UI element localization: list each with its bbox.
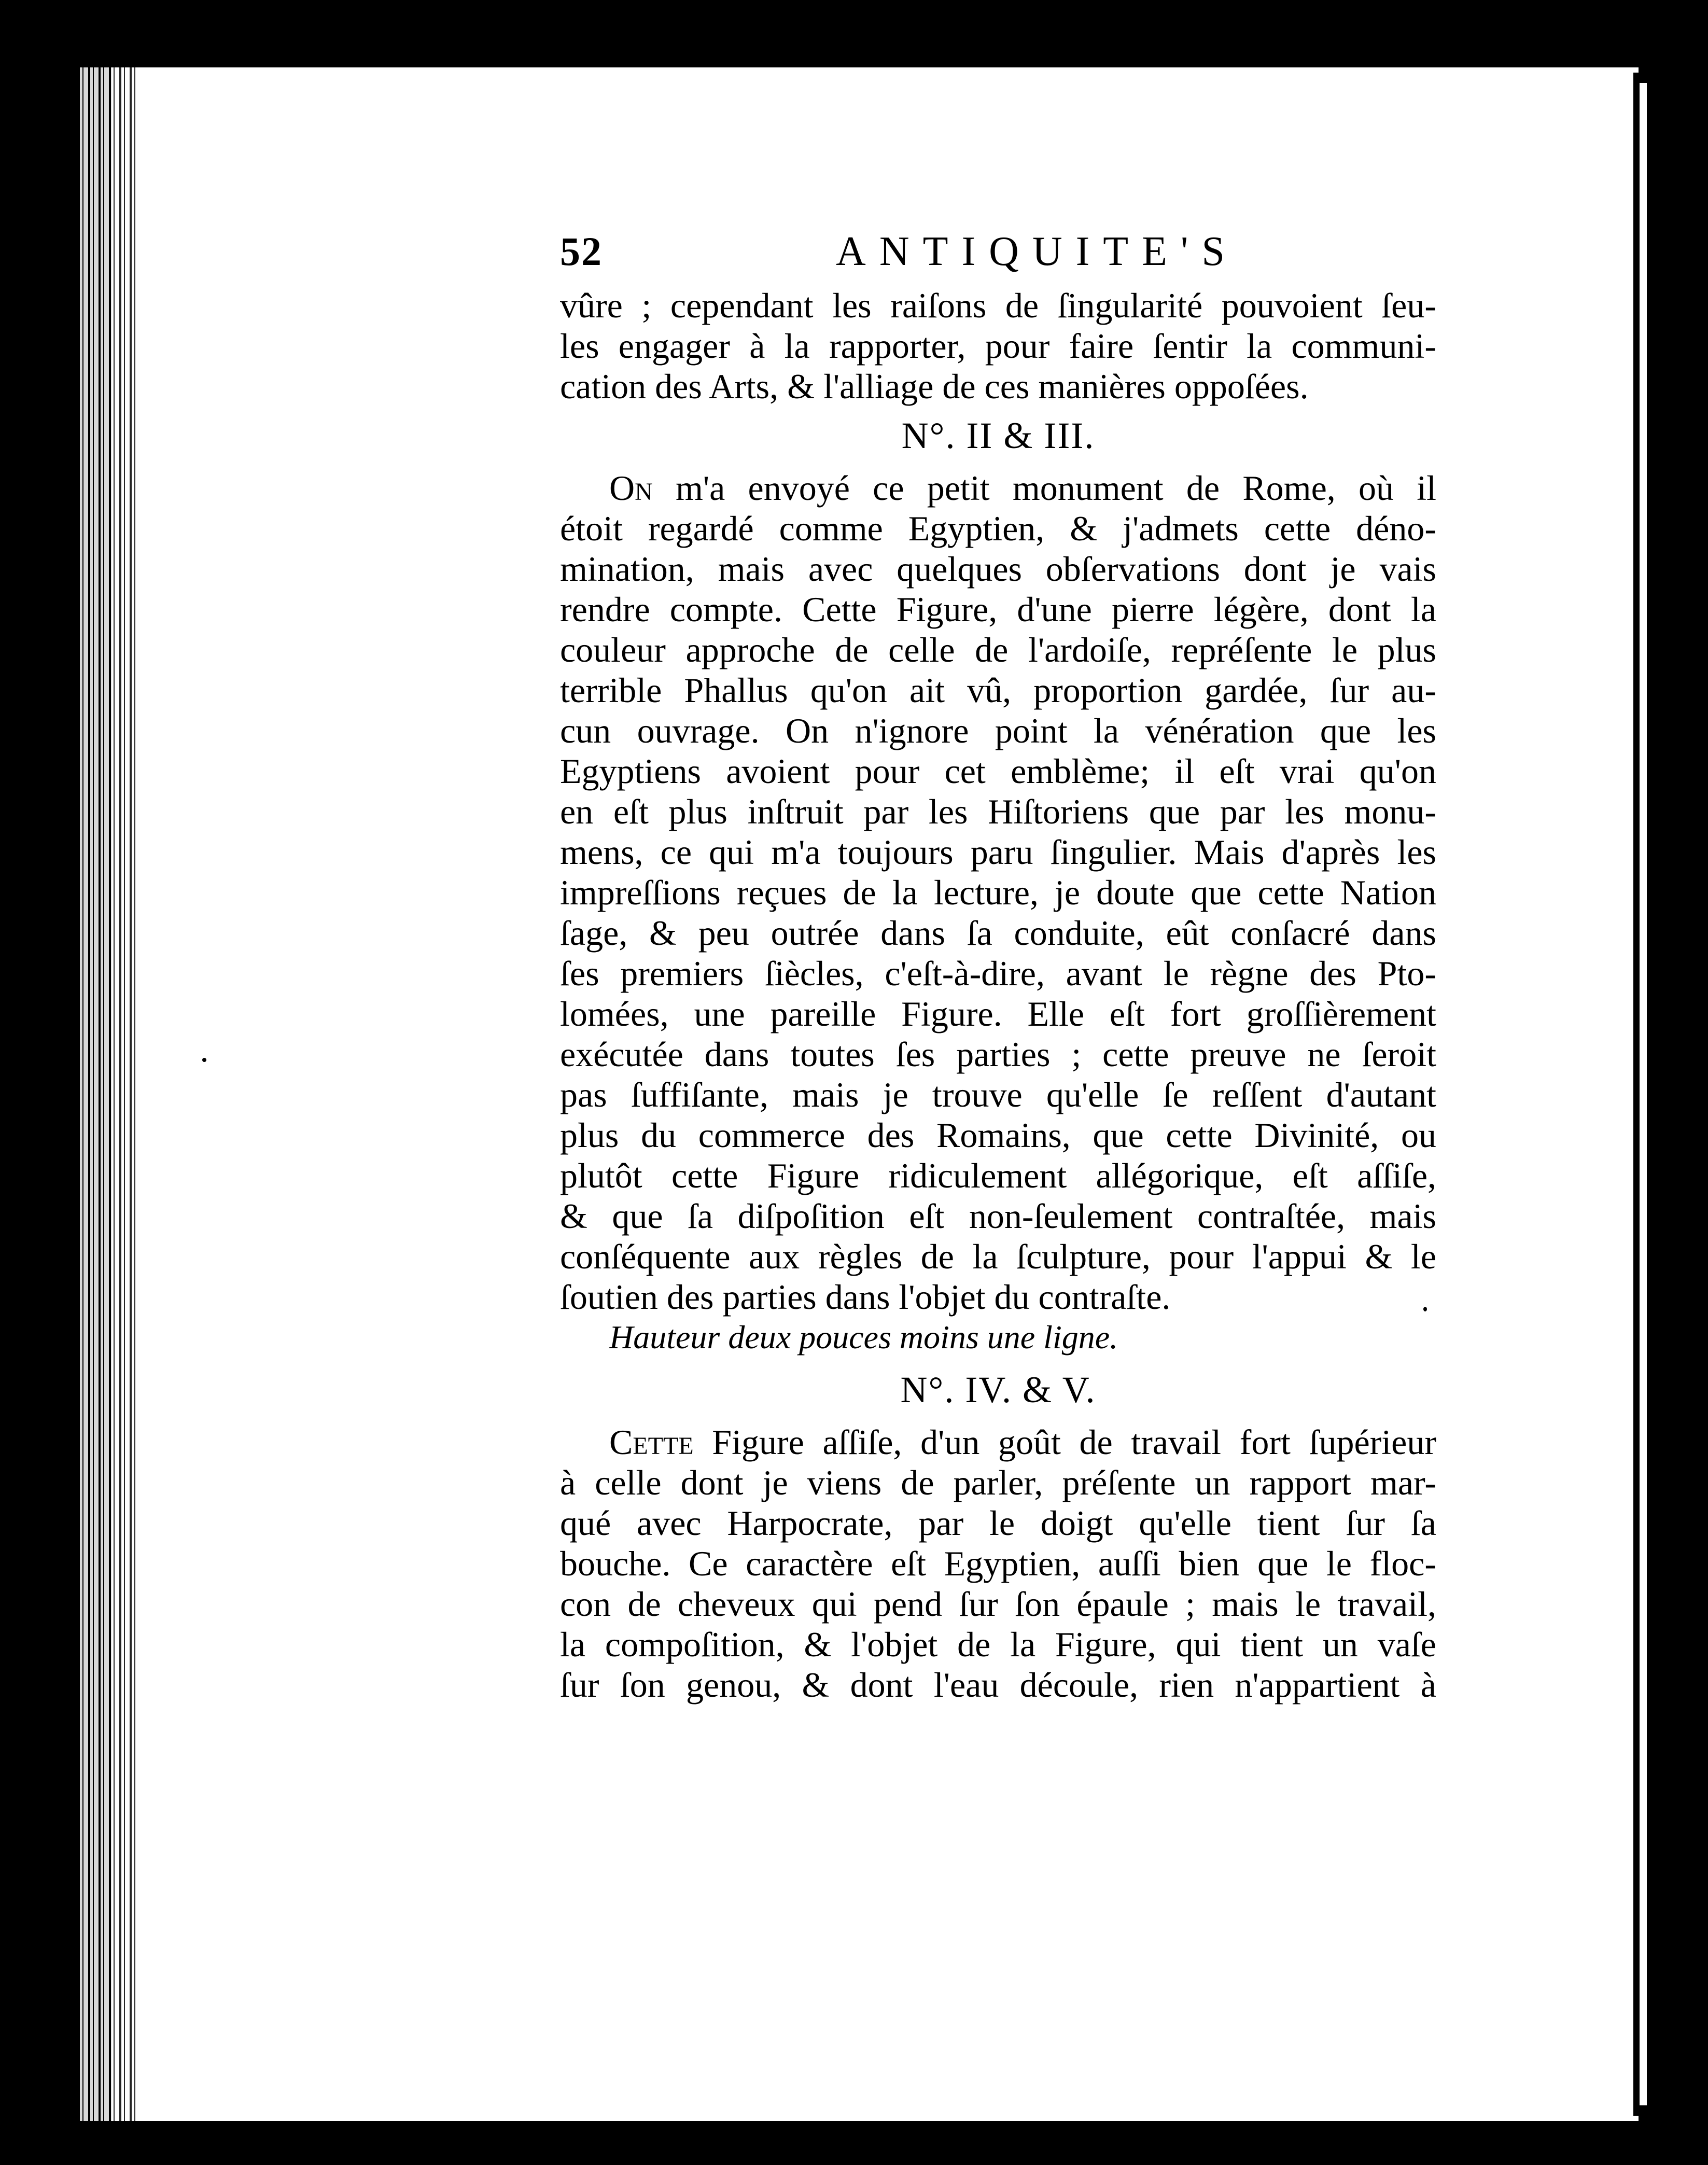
text-line: con de cheveux qui pend ſur ſon épaule ; mais le travail, xyxy=(560,1584,1436,1624)
section-paragraph xyxy=(560,468,1436,1361)
text-line xyxy=(560,468,1436,508)
intro-paragraph xyxy=(560,285,1436,407)
text-line: la compoſition, & l'objet de la Figure, qui tient un vaſe xyxy=(560,1625,1436,1664)
line-rest: m'a envoyé ce petit monument de Rome, où il xyxy=(652,468,1436,508)
text-line: à celle dont je viens de parler, préſente un rapport mar- xyxy=(560,1463,1436,1502)
text-line: impreſſions reçues de la lecture, je doute que cette Nation xyxy=(560,873,1436,912)
section-paragraph xyxy=(560,1422,1436,1705)
text-line xyxy=(560,1422,1436,1462)
text-line: exécutée dans toutes ſes parties ; cette preuve ne ſeroit xyxy=(560,1035,1436,1074)
text-line: plutôt cette Figure ridiculement allégorique, eſt aſſiſe, xyxy=(560,1156,1436,1195)
text-line: bouche. Ce caractère eſt Egyptien, auſſi bien que le floc- xyxy=(560,1544,1436,1583)
text-line: pas ſuffiſante, mais je trouve qu'elle ſe reſſent d'autant xyxy=(560,1075,1436,1114)
text-line: lomées, une pareille Figure. Elle eſt fort groſſièrement xyxy=(560,994,1436,1033)
line-rest: Figure aſſiſe, d'un goût de travail fort ſupérieur xyxy=(693,1422,1436,1462)
text-line: & que ſa diſpoſition eſt non-ſeulement contraſtée, mais xyxy=(560,1196,1436,1236)
text-line: Egyptiens avoient pour cet emblème; il eſt vrai qu'on xyxy=(560,751,1436,791)
text-line: en eſt plus inſtruit par les Hiſtoriens que par les monu- xyxy=(560,792,1436,831)
text-line: plus du commerce des Romains, que cette Divinité, ou xyxy=(560,1115,1436,1155)
text-line: ſage, & peu outrée dans ſa conduite, eût conſacré dans xyxy=(560,913,1436,953)
text-line: terrible Phallus qu'on ait vû, proportion gardée, ſur au- xyxy=(560,671,1436,710)
text-line: conſéquente aux règles de la ſculpture, pour l'appui & le xyxy=(560,1237,1436,1276)
text-block xyxy=(560,228,1436,1705)
text-line: vûre ; cependant les raiſons de ſingularité pouvoient ſeu- xyxy=(560,286,1436,325)
lead-word: On xyxy=(609,468,653,508)
text-line: mination, mais avec quelques obſervations dont je vais xyxy=(560,549,1436,589)
text-line: étoit regardé comme Egyptien, & j'admets cette déno- xyxy=(560,509,1436,548)
text-line: ſur ſon genou, & dont l'eau découle, rien n'appartient à xyxy=(560,1665,1436,1705)
text-line: qué avec Harpocrate, par le doigt qu'elle tient ſur ſa xyxy=(560,1503,1436,1543)
text-line: ſes premiers ſiècles, c'eſt-à-dire, avant le règne des Pto- xyxy=(560,954,1436,993)
lead-word: Cette xyxy=(609,1422,694,1462)
text-line: cun ouvrage. On n'ignore point la vénération que les xyxy=(560,711,1436,750)
text-line: cation des Arts, & l'alliage de ces manières oppoſées. xyxy=(560,367,1309,406)
section-heading: N°. II & III. xyxy=(901,415,1095,456)
page-header xyxy=(560,228,1436,285)
text-line: couleur approche de celle de l'ardoiſe, repréſente le plus xyxy=(560,630,1436,669)
dimension-note: Hauteur deux pouces moins une ligne. xyxy=(609,1319,1118,1356)
right-edge-band xyxy=(1640,83,1647,2105)
ink-speck xyxy=(202,1058,206,1062)
text-line: mens, ce qui m'a toujours paru ſingulier. Mais d'après les xyxy=(560,832,1436,872)
text-line: ſoutien des parties dans l'objet du contraſte. xyxy=(560,1277,1171,1317)
page-number: 52 xyxy=(560,229,603,274)
text-line: les engager à la rapporter, pour faire ſentir la communi- xyxy=(560,326,1436,366)
section-heading: N°. IV. & V. xyxy=(900,1369,1096,1410)
right-edge-line xyxy=(1633,73,1639,2116)
running-title: ANTIQUITE'S xyxy=(836,229,1238,274)
text-line: rendre compte. Cette Figure, d'une pierre légère, dont la xyxy=(560,590,1436,629)
right-edge-shadow xyxy=(1649,67,1670,2121)
binding-gutter xyxy=(78,67,140,2121)
